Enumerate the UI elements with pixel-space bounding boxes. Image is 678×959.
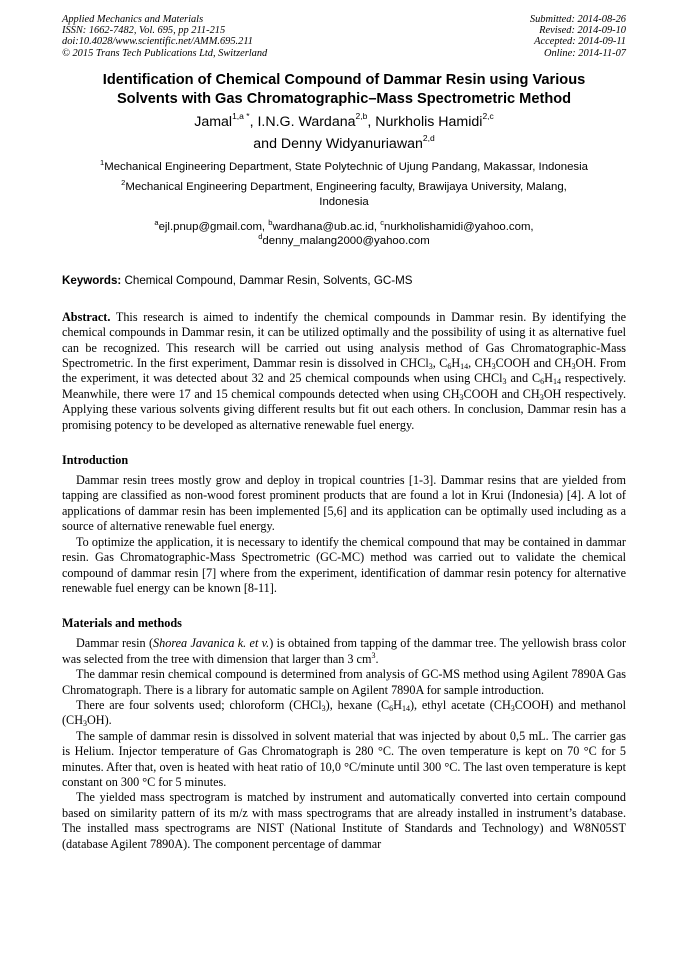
subscript: 3 [491, 362, 496, 372]
email-link[interactable]: denny_malang2000@yahoo.com [262, 234, 430, 247]
subscript: 3 [459, 392, 464, 402]
subscript: 14 [552, 377, 561, 387]
subscript: 3 [571, 362, 576, 372]
author-name: and Denny Widyanuriawan [253, 135, 423, 152]
abstract-text: COOH and CH [495, 356, 572, 371]
author-name: , I.N.G. Wardana [249, 113, 356, 130]
subscript: 3 [510, 703, 515, 713]
subscript: 6 [389, 703, 394, 713]
journal-name: Applied Mechanics and Materials [62, 14, 204, 25]
author-sup: 2,d [422, 132, 435, 143]
email-line-2 [62, 231, 626, 248]
abstract-text: , C [432, 356, 448, 371]
body-text: ), ethyl acetate (CH [409, 697, 511, 712]
body-text: Dammar resin ( [76, 636, 154, 651]
subscript: 3 [428, 362, 433, 372]
journal-issn: ISSN: 1662-7482, Vol. 695, pp 211-215 [62, 25, 226, 37]
abstract-text: , CH [468, 356, 492, 371]
email-sup: d [258, 231, 263, 241]
methods-paragraph-1 [62, 636, 626, 667]
author-sup: 1,a * [232, 110, 250, 121]
journal-info [62, 14, 267, 59]
methods-paragraph-2: The dammar resin chemical compound is determined from analysis of GC-MS method using Agilent 7890A Gas Chromatograph. There is a library for automatic sample on Agilent 7890A for sample introduction. [62, 667, 626, 697]
journal-doi: doi:10.4028/www.scientific.net/AMM.695.211 [62, 36, 253, 48]
journal-header [62, 14, 626, 59]
abstract-text: and C [506, 371, 541, 386]
paper-title [62, 71, 626, 109]
date-accepted: Accepted: 2014-09-11 [534, 36, 626, 48]
abstract-text: H [451, 356, 461, 371]
keywords-text: Chemical Compound, Dammar Resin, Solvents, GC-MS [121, 273, 413, 287]
body-text: COOH) and methanol (CH [62, 697, 626, 728]
methods-paragraph-5: The yielded mass spectrogram is matched by instrument and automatically converted into certain compound based on similarity pattern of its m/z with mass spectrograms that are already installed in instrument’s database. The installed mass spectrograms are NIST (National Institute of Standards and Technology) and W8N05ST (database Agilent 7890A). The component percentage of dammar [62, 790, 626, 851]
methods-heading: Materials and methods [62, 616, 182, 631]
email-link[interactable]: wardhana@ub.ac.id, [272, 220, 381, 233]
author-name: Jamal [194, 113, 233, 130]
affiliation-1 [62, 157, 626, 175]
email-sup: a [154, 217, 159, 227]
publication-dates [530, 14, 626, 59]
email-sup: b [268, 217, 273, 227]
affiliation-2-line-2: Indonesia [319, 195, 369, 208]
abstract-text: This research is aimed to indentify the chemical compounds in Dammar resin. By identifying the chemical compounds in Dammar resin, it can be utilized optimally and the possibility of using it as alternative fuel can be recognized. This research will be carried out using analysis method of Gas Chromatographic-Mass Spectrometric. In the first experiment, Dammar resin is dissolved in CHCl [62, 309, 626, 371]
subscript: 3 [321, 703, 326, 713]
email-link[interactable]: ejl.pnup@gmail.com, [158, 220, 269, 233]
body-text: ), hexane (C [325, 697, 390, 712]
author-sup: 2,c [482, 110, 494, 121]
subscript: 3 [539, 392, 544, 402]
author-line-2 [62, 133, 626, 155]
abstract-text: COOH and CH [463, 386, 540, 401]
introduction-paragraph-2: To optimize the application, it is necessary to identify the chemical compound that may be contained in dammar resin. Gas Chromatographic-Mass Spectrometric (GC-MC) method was carried out to validate the chemical compound of dammar resin [7] where from the experiment, identification of dammar resin potency for alternative renewable fuel energy can be known [8-11]. [62, 534, 626, 595]
subscript: 3 [83, 719, 87, 729]
email-link[interactable]: nurkholishamidi@yahoo.com, [384, 220, 534, 233]
subscript: 14 [401, 703, 410, 713]
body-text: OH). [87, 713, 112, 728]
abstract-text: OH. From the experiment, it was detected about 32 and 25 chemical compounds when using CHCl [62, 356, 627, 386]
abstract-text: respectively. Meanwhile, there were 17 and 15 chemical compounds detected when using CH [62, 371, 626, 401]
affiliation-text: Mechanical Engineering Department, Engineering faculty, Brawijaya University, Malang, [125, 180, 567, 193]
author-line-1 [62, 111, 626, 133]
body-text: . [375, 651, 379, 666]
keywords [62, 274, 626, 288]
subscript: 3 [502, 377, 507, 387]
date-submitted: Submitted: 2014-08-26 [529, 14, 626, 25]
affiliation-text: Mechanical Engineering Department, State Polytechnic of Ujung Pandang, Makassar, Indonesia [104, 160, 588, 173]
affiliation-2 [62, 177, 626, 210]
journal-copyright: © 2015 Trans Tech Publications Ltd, Switzerland [62, 47, 268, 59]
introduction-heading: Introduction [62, 453, 129, 468]
subscript: 6 [447, 362, 452, 372]
date-online: Online: 2014-11-07 [543, 47, 626, 59]
abstract-text: OH respectively. Applying these various solvents giving different results but fit out each others. In conclusion, Dammar resin has a promising potency to be developed as alternative renewable fuel energy. [62, 386, 626, 432]
subscript: 6 [540, 377, 545, 387]
abstract-text: H [544, 371, 553, 386]
affiliation-2-line-1 [62, 177, 626, 195]
body-text: H [393, 697, 402, 712]
date-revised: Revised: 2014-09-10 [539, 25, 626, 37]
title-line-1: Identification of Chemical Compound of Dammar Resin using Various [102, 71, 586, 88]
title-line-2: Solvents with Gas Chromatographic–Mass Spectrometric Method [116, 90, 572, 107]
author-sup: 2,b [355, 110, 368, 121]
affiliation-sup: 1 [100, 157, 105, 167]
author-emails [62, 217, 626, 248]
author-list [62, 111, 626, 155]
abstract [62, 310, 626, 433]
body-text: There are four solvents used; chloroform (CHCl [76, 697, 322, 712]
methods-paragraph-4: The sample of dammar resin is dissolved in solvent material that was injected by about 0,5 mL. The carrier gas is Helium. Injector temperature of Gas Chromatograph is 280 °C. The oven temperature is kept on 70 °C for 5 minutes. After that, oven is heated with heat ratio of 10,0 °C/minute until 300 °C. The last oven temperature is kept constant on 300 °C for 5 minutes. [62, 728, 626, 789]
abstract-label: Abstract. [62, 309, 111, 324]
author-name: , Nurkholis Hamidi [367, 113, 483, 130]
body-text: ) is obtained from tapping of the dammar tree. The yellowish brass color was selected from the tree with dimension that larger than 3 cm [62, 636, 626, 666]
keywords-label: Keywords: [62, 273, 122, 287]
email-line-1 [62, 217, 626, 234]
subscript: 14 [460, 362, 469, 372]
email-sup: c [380, 217, 385, 227]
affiliation-sup: 2 [121, 177, 126, 187]
superscript: 3 [371, 650, 376, 660]
species-name: Shorea Javanica k. et v. [153, 636, 270, 651]
introduction-paragraph-1: Dammar resin trees mostly grow and deploy in tropical countries [1-3]. Dammar resins that are yielded from tapping are classified as non-wood forest prominent products that are found a lot in Krui (Indonesia) [4]. A lot of applications of dammar resin has been implemented [5,6] and its application can be optimally used including as a source of alternative renewable fuel energy. [62, 473, 626, 534]
methods-paragraph-3 [62, 698, 626, 729]
